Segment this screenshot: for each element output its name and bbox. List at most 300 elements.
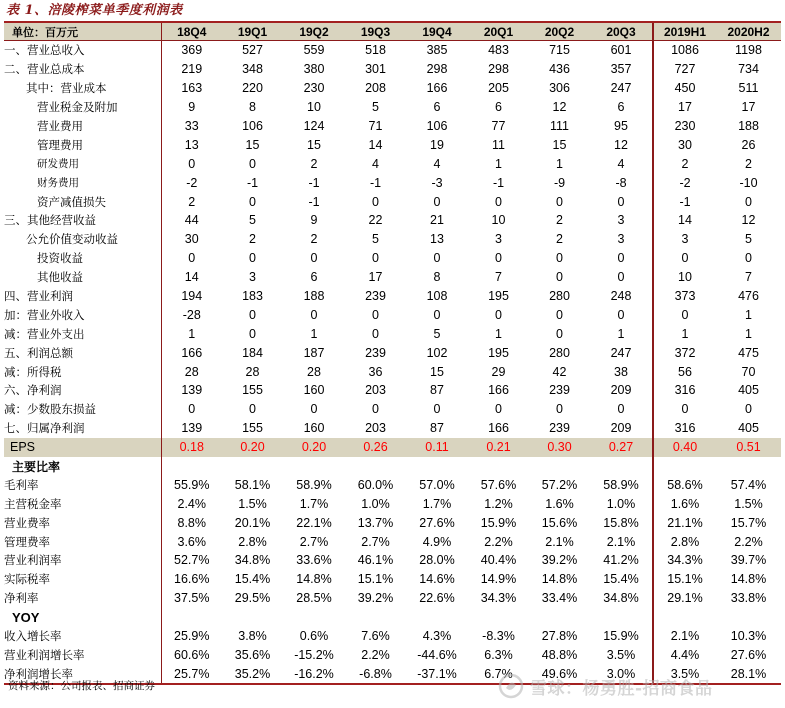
table-cell (716, 457, 781, 476)
table-cell: 0 (556, 402, 563, 417)
table-cell: 209 (610, 421, 632, 436)
table-cell: -1 (246, 175, 259, 190)
table-cell: 22.6% (419, 591, 455, 606)
table-cell: 29.5% (234, 591, 271, 606)
table-cell: 2 (653, 154, 716, 173)
row-label: 减：所得税 (4, 364, 62, 379)
row-label: EPS (4, 438, 161, 457)
table-cell: 124 (303, 119, 325, 133)
table-cell: 14.9% (480, 572, 517, 587)
table-cell: 7.6% (361, 629, 390, 644)
table-row (4, 305, 781, 324)
table-cell: 0 (249, 156, 256, 171)
table-cell: 0 (556, 251, 563, 266)
table-cell: 57.6% (480, 477, 517, 492)
table-cell: 0 (495, 194, 502, 209)
table-cell: 1.0% (606, 496, 636, 511)
table-cell: 2.2% (734, 534, 763, 549)
table-cell: 58.9% (603, 477, 639, 492)
table-cell: 3.6% (161, 532, 222, 551)
table-cell: 19 (430, 137, 444, 152)
table-cell: 30 (653, 135, 716, 154)
table-cell (529, 608, 590, 627)
table-cell: 39.7% (730, 553, 767, 568)
table-row (4, 475, 781, 494)
table-cell: -2 (161, 173, 222, 192)
table-cell: 1198 (735, 43, 762, 58)
table-cell: 239 (365, 345, 386, 360)
table-cell: 56 (653, 362, 716, 381)
income-statement-table (4, 21, 781, 685)
table-cell: 0 (556, 326, 563, 341)
table-cell: 166 (426, 81, 448, 96)
row-label: 研发费用 (37, 158, 79, 171)
table-cell: 601 (610, 43, 632, 58)
table-cell: 0 (433, 251, 441, 266)
table-cell: 9 (161, 98, 222, 117)
column-header: 19Q2 (283, 22, 345, 41)
table-cell (468, 608, 529, 627)
table-cell: 1.2% (484, 496, 513, 511)
table-cell (406, 608, 468, 627)
table-row (4, 173, 781, 192)
table-cell: 2 (249, 232, 256, 247)
table-cell: 17 (741, 100, 756, 115)
row-label: 营业费率 (4, 515, 50, 530)
table-cell: 239 (365, 289, 386, 304)
table-cell: 0 (249, 194, 256, 209)
table-cell: 3 (617, 232, 625, 247)
table-cell (161, 608, 222, 627)
table-cell: 247 (610, 81, 632, 96)
table-cell: 0 (249, 326, 256, 341)
table-cell (653, 457, 716, 476)
table-cell: 483 (488, 43, 509, 58)
table-cell: 3.5% (606, 647, 636, 662)
row-label: 五、利润总额 (4, 345, 73, 360)
table-cell: 0 (556, 270, 563, 285)
table-cell: 476 (738, 289, 759, 304)
table-cell: 166 (161, 343, 222, 362)
table-cell: 38 (614, 364, 628, 379)
table-cell: 5 (745, 232, 752, 247)
table-cell: -10 (739, 175, 758, 190)
row-label: 营业税金及附加 (37, 100, 118, 115)
table-cell: -16.2% (283, 664, 345, 684)
table-row (4, 192, 781, 211)
table-cell: 0.30 (529, 438, 590, 457)
table-cell: 28.5% (296, 591, 332, 606)
table-row (4, 98, 781, 117)
eps-row (4, 438, 781, 457)
watermark (498, 671, 713, 701)
table-cell: 6 (495, 100, 502, 115)
table-cell: 1 (745, 307, 752, 322)
table-cell: 380 (303, 62, 325, 77)
table-cell: 0.27 (590, 438, 653, 457)
table-cell: 518 (365, 43, 386, 58)
table-cell: 13 (430, 232, 444, 247)
section-header-yoy (4, 608, 781, 627)
row-label: 加：营业外收入 (4, 307, 85, 322)
row-label: 实际税率 (4, 572, 50, 587)
table-cell: 715 (549, 43, 570, 58)
table-cell: 163 (161, 79, 222, 98)
table-row (4, 646, 781, 665)
table-cell: 27.8% (541, 629, 578, 644)
table-cell: 559 (303, 43, 325, 58)
table-cell: 71 (368, 119, 383, 133)
table-cell: 1 (745, 326, 752, 341)
table-row (4, 513, 781, 532)
table-cell: -9 (553, 175, 566, 190)
table-row (4, 381, 781, 400)
table-cell: 301 (365, 62, 386, 77)
row-label: 管理费用 (37, 137, 83, 152)
table-cell: 4 (617, 156, 625, 171)
table-cell: 195 (488, 345, 509, 360)
table-cell: 3 (653, 230, 716, 249)
table-cell: 139 (161, 381, 222, 400)
table-cell: 87 (430, 421, 444, 436)
table-cell: 0 (433, 194, 441, 209)
table-row (4, 343, 781, 362)
table-cell: 14.8% (296, 572, 332, 587)
table-cell (529, 457, 590, 476)
table-cell: 0 (617, 251, 625, 266)
table-row (4, 532, 781, 551)
table-cell: 21 (430, 213, 444, 228)
table-cell: 0 (745, 194, 752, 209)
table-cell: 2.2% (484, 534, 513, 549)
column-header: 20Q2 (529, 22, 590, 41)
row-label: 管理费率 (4, 534, 50, 549)
table-cell: 6 (617, 100, 625, 115)
table-cell: 52.7% (161, 551, 222, 570)
table-cell: -8.3% (482, 629, 515, 644)
table-cell: -2 (653, 173, 716, 192)
table-cell: 28.1% (716, 664, 781, 684)
table-cell: 20.1% (234, 515, 271, 530)
table-cell: 0.18 (161, 438, 222, 457)
table-cell: 3.0% (590, 664, 653, 684)
table-cell: 1 (310, 326, 318, 341)
table-cell: 0 (372, 307, 379, 322)
table-cell: 194 (161, 287, 222, 306)
table-cell: 2.1% (545, 534, 574, 549)
row-label: YOY (12, 609, 40, 625)
table-cell: -37.1% (406, 664, 468, 684)
table-cell: 160 (303, 421, 325, 436)
table-cell: 33.8% (730, 591, 767, 606)
table-cell (345, 608, 406, 627)
table-cell: 4.3% (422, 629, 452, 644)
table-cell: -8 (615, 175, 627, 190)
table-cell: 436 (549, 62, 570, 77)
table-cell: 21.1% (653, 513, 716, 532)
table-cell: 41.2% (603, 553, 639, 568)
table-cell: 450 (653, 79, 716, 98)
table-cell: 1.0% (361, 496, 390, 511)
section-header-ratios (4, 457, 781, 476)
table-cell (590, 608, 653, 627)
table-cell: 0 (617, 270, 625, 285)
table-cell: 1.7% (299, 496, 329, 511)
table-cell: 26 (741, 137, 756, 152)
table-cell: 0.20 (222, 438, 283, 457)
table-cell: 0 (745, 251, 752, 266)
table-cell: -1 (308, 194, 320, 209)
table-row (4, 41, 781, 60)
table-cell: 2 (556, 232, 563, 247)
table-cell: 8 (433, 270, 441, 285)
table-cell: 0 (745, 402, 752, 417)
table-row (4, 570, 781, 589)
table-cell: 14 (653, 211, 716, 230)
table-row (4, 211, 781, 230)
table-cell: 13 (161, 135, 222, 154)
table-cell: 108 (426, 289, 448, 304)
table-cell: 1 (617, 326, 625, 341)
table-cell: 527 (242, 43, 263, 58)
table-cell: 0 (249, 251, 256, 266)
table-cell: 0 (372, 402, 379, 417)
row-label: 毛利率 (4, 477, 39, 492)
table-cell: 33.6% (296, 553, 332, 568)
table-cell: 155 (242, 421, 263, 436)
table-cell: 14.6% (419, 572, 455, 587)
table-cell: 298 (488, 62, 509, 77)
row-label: 其他收益 (37, 270, 83, 285)
table-cell: 11 (492, 137, 505, 152)
table-cell: 3 (495, 232, 502, 247)
table-cell: 316 (653, 381, 716, 400)
table-cell: 49.6% (529, 664, 590, 684)
table-cell: 48.8% (541, 647, 578, 662)
table-cell: 8.8% (161, 513, 222, 532)
table-row (4, 494, 781, 513)
table-cell: 239 (549, 421, 570, 436)
table-cell: 15 (430, 364, 444, 379)
table-cell: 357 (610, 62, 632, 77)
table-cell: 15.1% (653, 570, 716, 589)
table-cell: 77 (491, 119, 506, 133)
table-cell: 29 (491, 364, 506, 379)
table-cell: 0 (495, 251, 502, 266)
table-cell: 209 (610, 383, 632, 398)
table-cell: 2 (161, 192, 222, 211)
table-cell: 10 (653, 268, 716, 287)
table-cell: 87 (430, 383, 444, 398)
table-cell: 46.1% (357, 553, 394, 568)
table-row (4, 117, 781, 136)
row-label: 二、营业总成本 (4, 62, 85, 77)
table-cell (345, 457, 406, 476)
table-cell: 188 (738, 119, 759, 133)
table-row (4, 324, 781, 343)
table-cell: 70 (741, 364, 756, 379)
table-cell: 1.6% (653, 494, 716, 513)
table-cell: 3 (249, 270, 256, 285)
table-cell: 28 (307, 364, 321, 379)
column-header: 20Q1 (468, 22, 529, 41)
table-cell: 3.5% (653, 664, 716, 684)
table-row (4, 79, 781, 98)
table-cell (653, 608, 716, 627)
table-cell: 15.1% (357, 572, 394, 587)
row-label: 营业利润增长率 (4, 647, 85, 662)
table-cell: 239 (549, 383, 570, 398)
table-cell: 60.0% (357, 477, 394, 492)
table-cell: 35.6% (234, 647, 271, 662)
table-cell: 1.5% (734, 496, 763, 511)
table-cell: -1 (369, 175, 382, 190)
table-cell: 25.9% (161, 627, 222, 646)
table-cell: 0 (433, 402, 441, 417)
table-cell: 1 (161, 324, 222, 343)
table-cell: 475 (738, 345, 759, 360)
table-cell: 0 (556, 307, 563, 322)
table-cell: 0.51 (716, 438, 781, 457)
table-cell: 1.6% (545, 496, 574, 511)
table-cell: 205 (488, 81, 509, 96)
table-cell (222, 608, 283, 627)
table-cell: 2.7% (361, 534, 390, 549)
table-cell: 0 (161, 400, 222, 419)
row-label: 主要比率 (12, 459, 61, 474)
table-cell: 4 (372, 156, 379, 171)
table-cell: 0.11 (406, 438, 468, 457)
row-label: 资产减值损失 (37, 194, 106, 209)
table-cell: 306 (549, 81, 570, 96)
table-cell: 58.9% (296, 477, 332, 492)
table-cell: 10 (491, 213, 506, 228)
column-header: 2019H1 (653, 22, 716, 41)
table-cell: 203 (365, 383, 386, 398)
row-label: 净利润增长率 (4, 664, 161, 684)
table-cell: 208 (365, 81, 386, 96)
table-row (4, 249, 781, 268)
table-cell: 44 (161, 211, 222, 230)
table-cell: 28.0% (419, 553, 455, 568)
table-cell: 58.1% (234, 477, 271, 492)
table-cell: 0 (617, 402, 625, 417)
table-cell: -28 (161, 305, 222, 324)
table-cell: 0 (310, 402, 318, 417)
table-cell: 2.8% (238, 534, 267, 549)
table-cell: 4.4% (653, 646, 716, 665)
table-cell: -3 (431, 175, 443, 190)
table-cell: 155 (242, 383, 263, 398)
table-cell: 219 (161, 60, 222, 79)
table-cell: 42 (552, 364, 567, 379)
table-cell: 15 (552, 137, 567, 152)
table-cell: 16.6% (161, 570, 222, 589)
table-title: 表 1、涪陵榨菜单季度利润表 (6, 3, 183, 18)
table-cell: 0.6% (299, 629, 329, 644)
table-cell: 15.8% (603, 515, 639, 530)
table-cell: 247 (610, 345, 632, 360)
table-cell: 372 (653, 343, 716, 362)
table-cell: 2 (310, 156, 318, 171)
column-header: 19Q3 (345, 22, 406, 41)
table-cell (406, 457, 468, 476)
table-cell: 33.4% (541, 591, 578, 606)
snowball-logo-icon (498, 673, 524, 699)
table-cell: 1.7% (422, 496, 452, 511)
row-label: 营业费用 (37, 119, 83, 133)
table-cell: 0 (653, 305, 716, 324)
table-cell: 12 (741, 213, 756, 228)
table-header-row (4, 22, 781, 41)
table-cell: -44.6% (417, 647, 457, 662)
table-cell: 139 (161, 419, 222, 438)
row-label: 减：少数股东损益 (4, 402, 96, 417)
row-label: 减：营业外支出 (4, 326, 85, 341)
table-cell: 511 (738, 81, 759, 96)
table-row (4, 627, 781, 646)
table-cell: 14 (368, 137, 383, 152)
table-cell: 8 (249, 100, 256, 115)
table-cell: 40.4% (480, 553, 517, 568)
table-row (4, 400, 781, 419)
table-cell: 9 (310, 213, 318, 228)
column-header: 20Q3 (590, 22, 653, 41)
table-cell: 15.9% (480, 515, 517, 530)
table-cell: 17 (368, 270, 383, 285)
table-cell: 187 (303, 345, 325, 360)
table-cell: 15.4% (603, 572, 639, 587)
table-cell: 0 (310, 307, 318, 322)
table-cell: 203 (365, 421, 386, 436)
table-cell: 37.5% (161, 589, 222, 608)
row-label: 财务费用 (37, 177, 79, 190)
table-cell: 39.2% (357, 591, 394, 606)
table-cell: 188 (303, 289, 325, 304)
table-cell: 3 (617, 213, 625, 228)
table-row (4, 268, 781, 287)
table-cell: 0 (161, 249, 222, 268)
row-label: 其中：营业成本 (26, 81, 107, 96)
table-cell: 0 (310, 251, 318, 266)
table-cell: 30 (161, 230, 222, 249)
table-cell: 0 (617, 307, 625, 322)
table-cell: 27.6% (730, 647, 767, 662)
table-cell: 2.7% (299, 534, 329, 549)
table-cell (590, 457, 653, 476)
table-cell: 405 (738, 383, 759, 398)
table-cell: 15.6% (541, 515, 578, 530)
table-cell: 248 (610, 289, 632, 304)
row-label: 净利率 (4, 591, 39, 606)
table-cell: 2 (745, 156, 752, 171)
table-cell: 220 (242, 81, 263, 96)
table-body (4, 41, 781, 685)
row-label: 主营税金率 (4, 496, 62, 511)
table-cell: 5 (249, 213, 256, 228)
table-cell: 183 (242, 289, 263, 304)
table-cell: 2 (556, 213, 563, 228)
table-cell (161, 457, 222, 476)
table-cell: 2.8% (653, 532, 716, 551)
table-cell: 405 (738, 421, 759, 436)
table-cell: 39.2% (541, 553, 578, 568)
table-cell: 316 (653, 419, 716, 438)
unit-label: 单位：百万元 (4, 22, 161, 41)
table-cell: 106 (426, 119, 448, 133)
table-cell: 15 (245, 137, 260, 152)
table-cell: 5 (372, 232, 379, 247)
